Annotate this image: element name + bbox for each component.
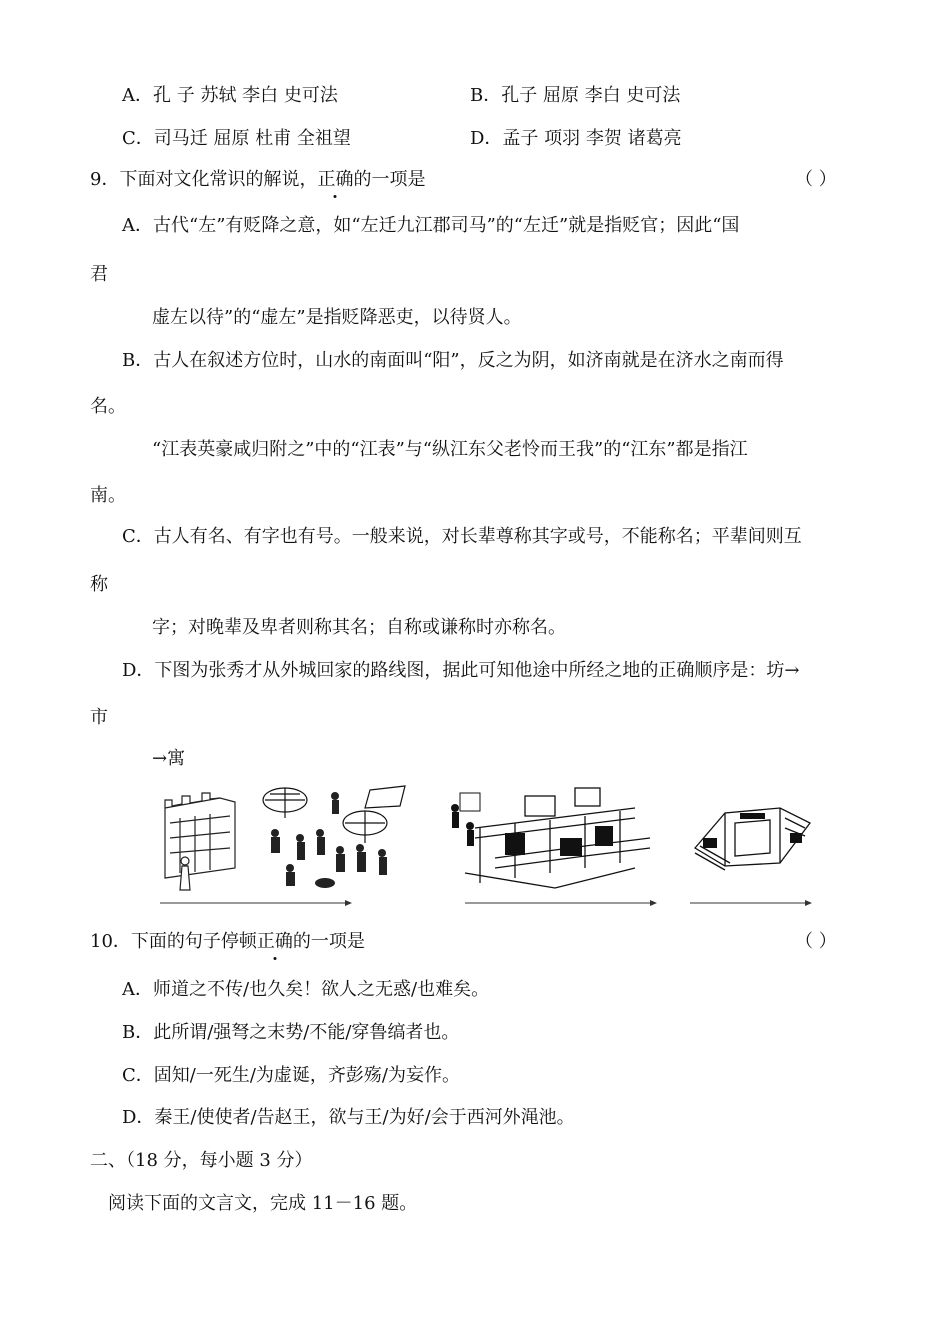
route-illustration	[160, 778, 815, 910]
q9-option-d-line3: →寓	[152, 748, 186, 769]
illustration-ward-buildings	[435, 778, 665, 910]
q8-option-c: C．司马迁 屈原 杜甫 全祖望	[122, 128, 351, 149]
q8-option-b: B．孔子 屈原 李白 史可法	[470, 85, 681, 106]
q9-option-d-line1: D．下图为张秀才从外城回家的路线图，据此可知他途中所经之地的正确顺序是：坊→	[122, 660, 800, 681]
section2-heading: 二、（18 分，每小题 3 分）	[90, 1150, 313, 1171]
q9-stem-emphasis	[317, 169, 353, 190]
q9-option-b-line2: 名。	[90, 396, 126, 417]
section2-instruction: 阅读下面的文言文，完成 11－16 题。	[108, 1193, 418, 1214]
q9-option-b-line4: 南。	[90, 485, 126, 506]
q10-stem-before: 10．下面的句子停顿	[90, 931, 257, 952]
q10-stem-emphasis	[257, 931, 293, 952]
illustration-residence	[685, 778, 815, 910]
q9-option-a-line3: 虚左以待”的“虚左”是指贬降恶吏，以待贤人。	[152, 307, 522, 328]
q8-option-a: A．孔 子 苏轼 李白 史可法	[122, 85, 338, 106]
q8-option-d: D．孟子 项羽 李贺 诸葛亮	[470, 128, 682, 149]
q9-option-b-line1: B．古人在叙述方位时，山水的南面叫“阳”，反之为阴，如济南就是在济水之南而得	[122, 350, 784, 371]
q10-emphasis-text: 正确	[256, 931, 293, 952]
q9-option-d-line2: 市	[90, 707, 108, 728]
q9-option-c-line1: C．古人有名、有字也有号。一般来说，对长辈尊称其字或号，不能称名；平辈间则互	[122, 526, 802, 547]
q9-stem-after: 的一项是	[353, 169, 426, 190]
q9-answer-paren: （ ）	[795, 169, 837, 190]
q9-option-a-line1: A．古代“左”有贬降之意，如“左迁九江郡司马”的“左迁”就是指贬官；因此“国	[122, 215, 740, 236]
q9-option-b-line3: “江表英豪咸归附之”中的“江表”与“纵江东父老怜而王我”的“江东”都是指江	[152, 439, 748, 460]
q9-option-c-line2: 称	[90, 574, 108, 595]
q9-stem	[90, 168, 425, 192]
illustration-wall-market	[160, 778, 410, 910]
q9-emphasis-text: 正确	[317, 169, 354, 190]
q9-option-c-line3: 字；对晚辈及卑者则称其名；自称或谦称时亦称名。	[152, 617, 566, 638]
q9-option-a-line2: 君	[90, 264, 108, 285]
q10-answer-paren: （ ）	[795, 931, 837, 952]
q10-option-a: A．师道之不传/也久矣！欲人之无惑/也难矣。	[122, 979, 490, 1000]
q10-stem-after: 的一项是	[292, 931, 365, 952]
q10-option-c: C．固知/一死生/为虚诞，齐彭殇/为妄作。	[122, 1065, 460, 1086]
q9-stem-before: 9．下面对文化常识的解说，	[90, 169, 318, 190]
q10-option-b: B．此所谓/强弩之末势/不能/穿鲁缟者也。	[122, 1022, 460, 1043]
q10-stem	[90, 930, 365, 954]
q10-option-d: D．秦王/使使者/告赵王，欲与王/为好/会于西河外渑池。	[122, 1107, 575, 1128]
